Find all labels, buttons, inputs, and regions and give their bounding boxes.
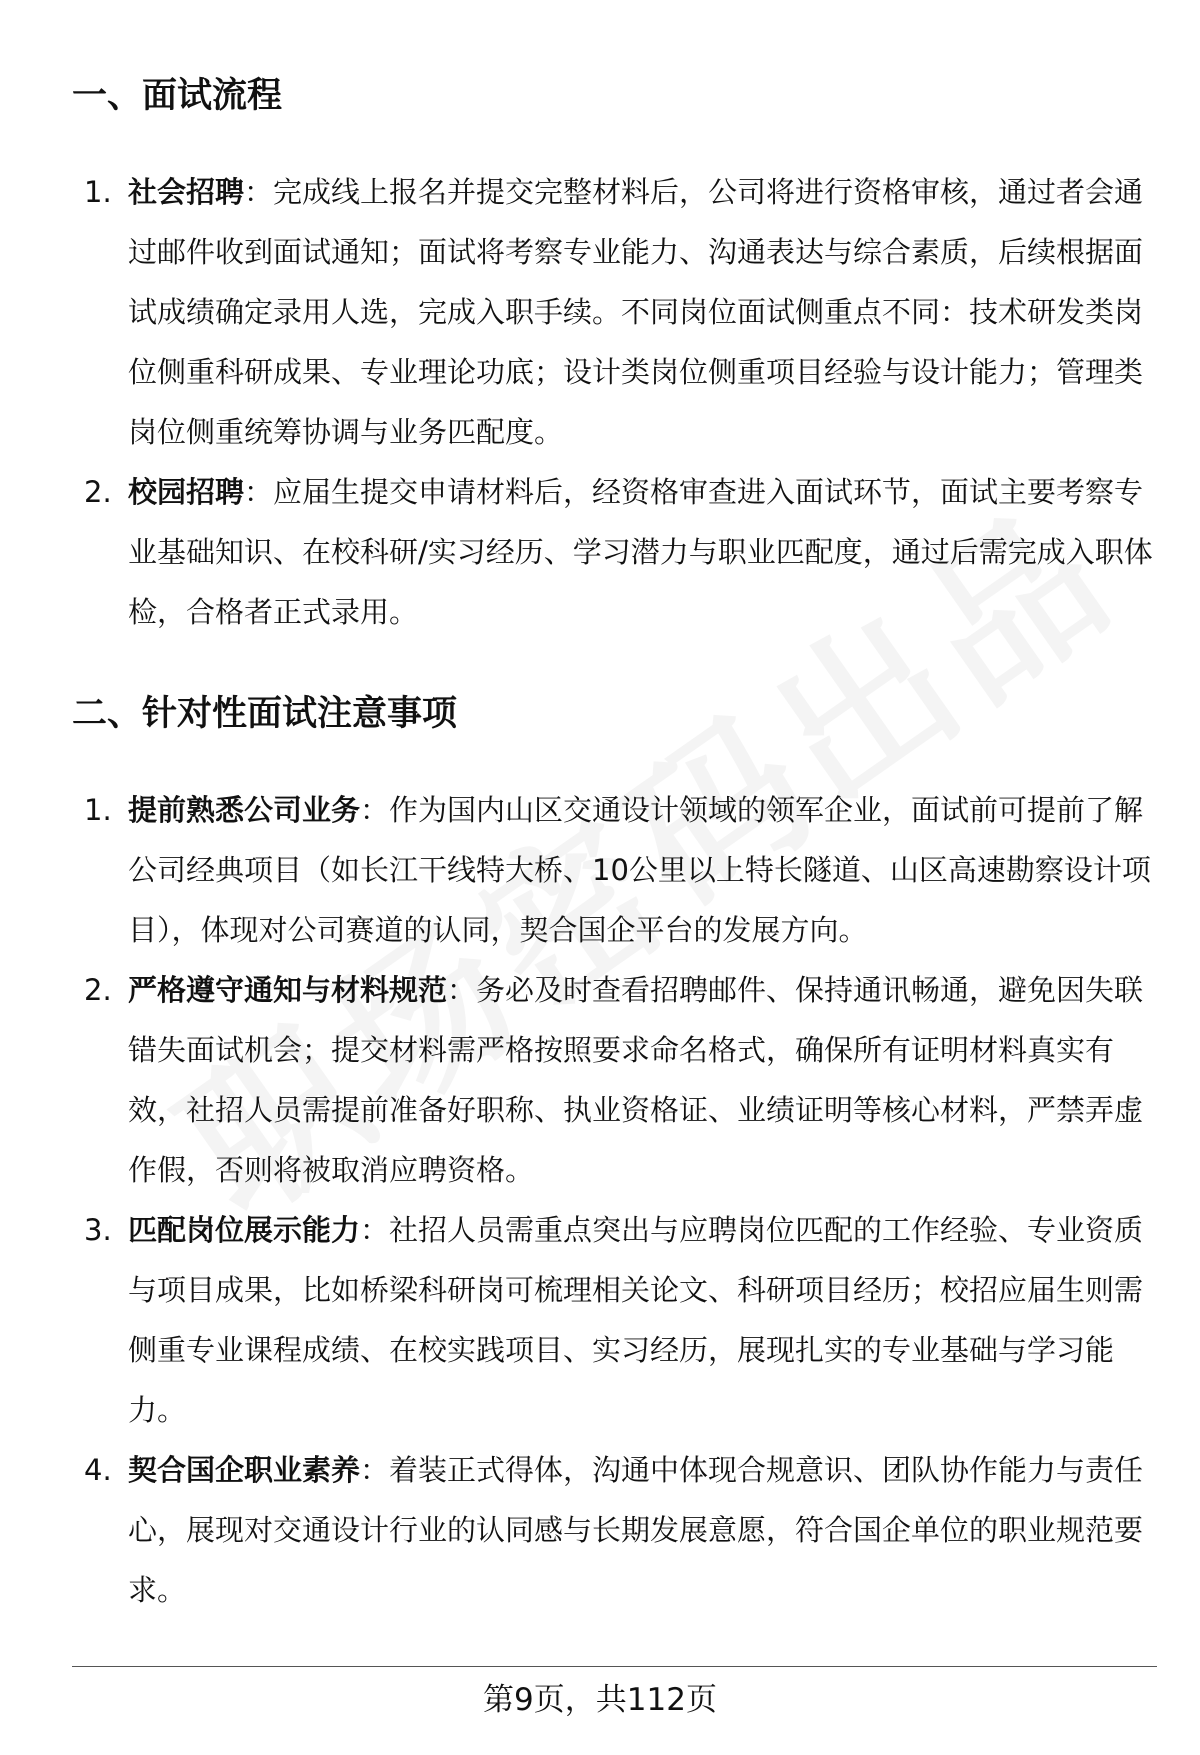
list-item-body: ：务必及时查看招聘邮件、保持通讯畅通，避免因失联错失面试机会；提交材料需严格按照要求命名格式，确保所有证明材料真实有效，社招人员需提前准备好职称、执业资格证、业绩证明等核心材料，严禁弄虚作假，否则将被取消应聘资格。	[128, 973, 1144, 1187]
footer-divider	[72, 1666, 1157, 1667]
section-title-interview-process: 一、面试流程	[72, 76, 283, 116]
list-item-text	[128, 162, 1153, 462]
list-item-body: ：着装正式得体，沟通中体现合规意识、团队协作能力与责任心，展现对交通设计行业的认同感与长期发展意愿，符合国企单位的职业规范要求。	[128, 1453, 1144, 1607]
list-number: 1.	[84, 793, 112, 827]
list-item-body: ：完成线上报名并提交完整材料后，公司将进行资格审核，通过者会通过邮件收到面试通知；面试将考察专业能力、沟通表达与综合素质，后续根据面试成绩确定录用人选，完成入职手续。不同岗位面试侧重点不同：技术研发类岗位侧重科研成果、专业理论功底；设计类岗位侧重项目经验与设计能力；管理类岗位侧重统筹协调与业务匹配度。	[128, 175, 1144, 449]
list-number: 2.	[84, 475, 112, 509]
list-item	[0, 462, 1200, 642]
list-item	[0, 1440, 1200, 1620]
list-item	[0, 162, 1200, 462]
list-item-term: 社会招聘	[128, 175, 245, 209]
list-item-term: 匹配岗位展示能力	[128, 1213, 361, 1247]
list-number: 4.	[84, 1453, 112, 1487]
section-title-interview-tips: 二、针对性面试注意事项	[72, 694, 458, 734]
list-item-text	[128, 1440, 1153, 1620]
list-item-term: 契合国企职业素养	[128, 1453, 361, 1487]
list-item	[0, 1200, 1200, 1440]
list-item	[0, 960, 1200, 1200]
list-item-text	[128, 1200, 1153, 1440]
list-item	[0, 780, 1200, 960]
list-item-text	[128, 462, 1153, 642]
list-item-body: ：作为国内山区交通设计领域的领军企业，面试前可提前了解公司经典项目（如长江干线特大桥、10公里以上特长隧道、山区高速勘察设计项目），体现对公司赛道的认同，契合国企平台的发展方向。	[128, 793, 1151, 947]
list-item-text	[128, 780, 1153, 960]
list-item-term: 校园招聘	[128, 475, 245, 509]
interview-process-list	[0, 162, 1200, 642]
list-number: 2.	[84, 973, 112, 1007]
list-item-term: 严格遵守通知与材料规范	[128, 973, 448, 1007]
list-number: 1.	[84, 175, 112, 209]
list-item-term: 提前熟悉公司业务	[128, 793, 361, 827]
list-item-text	[128, 960, 1153, 1200]
list-item-body: ：社招人员需重点突出与应聘岗位匹配的工作经验、专业资质与项目成果，比如桥梁科研岗可梳理相关论文、科研项目经历；校招应届生则需侧重专业课程成绩、在校实践项目、实习经历，展现扎实的专业基础与学习能力。	[128, 1213, 1144, 1427]
interview-tips-list	[0, 780, 1200, 1620]
page-number: 第9页，共112页	[483, 1682, 717, 1718]
list-item-body: ：应届生提交申请材料后，经资格审查进入面试环节，面试主要考察专业基础知识、在校科研/实习经历、学习潜力与职业匹配度，通过后需完成入职体检，合格者正式录用。	[128, 475, 1153, 629]
list-number: 3.	[84, 1213, 112, 1247]
